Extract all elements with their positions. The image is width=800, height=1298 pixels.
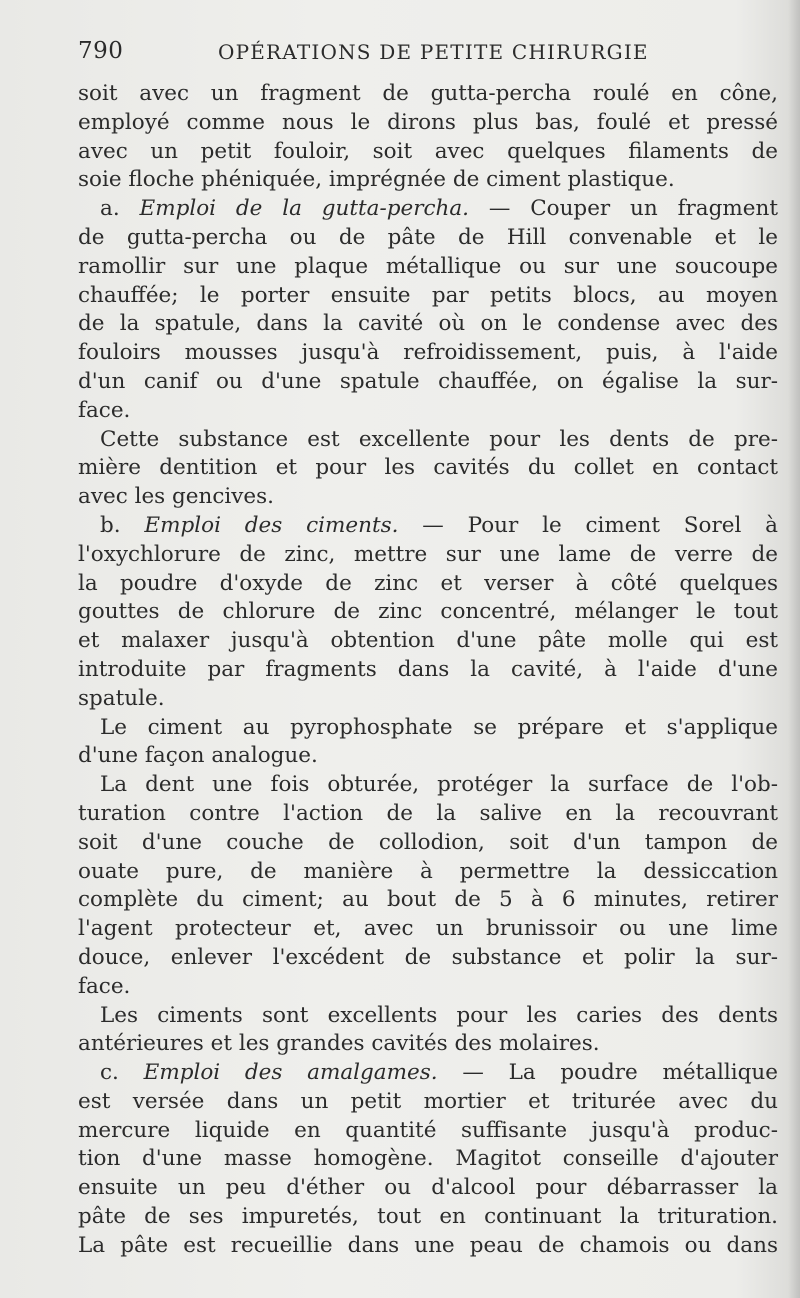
paragraph: [78, 80, 778, 195]
paragraph: [78, 1059, 778, 1261]
text-line: Les ciments sont excellents pour les caries des dents: [100, 1002, 778, 1028]
text-line: ensuite un peu d'éther ou d'alcool pour débarrasser la: [78, 1175, 778, 1201]
text-line: employé comme nous le dirons plus bas, foulé et pressé: [78, 109, 778, 135]
text-line: pâte de ses impuretés, tout en continuant la trituration.: [78, 1204, 778, 1230]
text-line: tion d'une masse homogène. Magitot conseille d'ajouter: [78, 1146, 778, 1172]
paragraph: [78, 1002, 778, 1060]
text-line: chauffée; le porter ensuite par petits blocs, au moyen: [78, 282, 778, 308]
paragraph: [78, 512, 778, 714]
text-line: La dent une fois obturée, protéger la surface de l'ob-: [100, 772, 778, 798]
text-line: Cette substance est excellente pour les dents de pre-: [100, 426, 778, 452]
text-line: soit d'une couche de collodion, soit d'un tampon de: [78, 829, 778, 855]
text-line: et malaxer jusqu'à obtention d'une pâte molle qui est: [78, 628, 778, 654]
section-label: b.: [100, 512, 121, 538]
text-line: La pâte est recueillie dans une peau de chamois ou dans: [78, 1232, 778, 1258]
text-line: antérieures et les grandes cavités des molaires.: [78, 1031, 600, 1057]
section-title: Emploi des amalgames.: [143, 1060, 438, 1086]
text-line: l'oxychlorure de zinc, mettre sur une lame de verre de: [78, 541, 778, 567]
paragraph: [78, 426, 778, 512]
text-line: introduite par fragments dans la cavité, à l'aide d'une: [78, 656, 778, 682]
text-line: mercure liquide en quantité suffisante jusqu'à produc-: [78, 1117, 778, 1143]
text-line: face.: [78, 973, 131, 999]
text-line: spatule.: [78, 685, 165, 711]
text-line: complète du ciment; au bout de 5 à 6 minutes, retirer: [78, 887, 778, 913]
section-title: Emploi de la gutta-percha.: [139, 196, 470, 222]
section-label: a.: [100, 196, 120, 222]
text-line: de la spatule, dans la cavité où on le condense avec des: [78, 311, 778, 337]
text-run: — La poudre métallique: [462, 1060, 778, 1086]
page-edge-shadow: [788, 0, 800, 1298]
text-line: ouate pure, de manière à permettre la dessiccation: [78, 858, 778, 884]
section-heading-line: [78, 512, 778, 541]
text-line: gouttes de chlorure de zinc concentré, mélanger le tout: [78, 599, 778, 625]
paragraph: [78, 771, 778, 1001]
text-line: la poudre d'oxyde de zinc et verser à côté quelques: [78, 570, 778, 596]
text-run: — Couper un fragment: [488, 196, 778, 222]
text-line: fouloirs mousses jusqu'à refroidissement, puis, à l'aide: [78, 340, 778, 366]
text-line: avec les gencives.: [78, 484, 275, 510]
text-line: turation contre l'action de la salive en la recouvrant: [78, 800, 778, 826]
text-line: ramollir sur une plaque métallique ou sur une soucoupe: [78, 253, 778, 279]
text-line: est versée dans un petit mortier et triturée avec du: [78, 1088, 778, 1114]
text-line: d'une façon analogue.: [78, 743, 318, 769]
text-line: douce, enlever l'excédent de substance et polir la sur-: [78, 944, 778, 970]
body-text: [78, 80, 778, 1261]
running-title: OPÉRATIONS DE PETITE CHIRURGIE: [218, 40, 649, 64]
section-heading-line: [78, 195, 778, 224]
paragraph: [78, 714, 778, 772]
paragraph: [78, 195, 778, 425]
text-line: Le ciment au pyrophosphate se prépare et s'applique: [100, 714, 778, 740]
text-run: — Pour le ciment Sorel à: [422, 512, 778, 538]
text-line: avec un petit fouloir, soit avec quelques filaments de: [78, 138, 778, 164]
section-label: c.: [100, 1060, 119, 1086]
text-line: d'un canif ou d'une spatule chauffée, on égalise la sur-: [78, 368, 778, 394]
section-title: Emploi des ciments.: [144, 512, 399, 538]
page-number: 790: [78, 38, 124, 64]
section-heading-line: [78, 1059, 778, 1088]
text-line: face.: [78, 397, 131, 423]
text-line: mière dentition et pour les cavités du collet en contact: [78, 455, 778, 481]
text-line: soie floche phéniquée, imprégnée de ciment plastique.: [78, 167, 675, 193]
text-line: de gutta-percha ou de pâte de Hill convenable et le: [78, 224, 778, 250]
page-header: [78, 38, 778, 68]
text-line: soit avec un fragment de gutta-percha roulé en cône,: [78, 81, 778, 106]
text-line: l'agent protecteur et, avec un brunissoir ou une lime: [78, 916, 778, 942]
